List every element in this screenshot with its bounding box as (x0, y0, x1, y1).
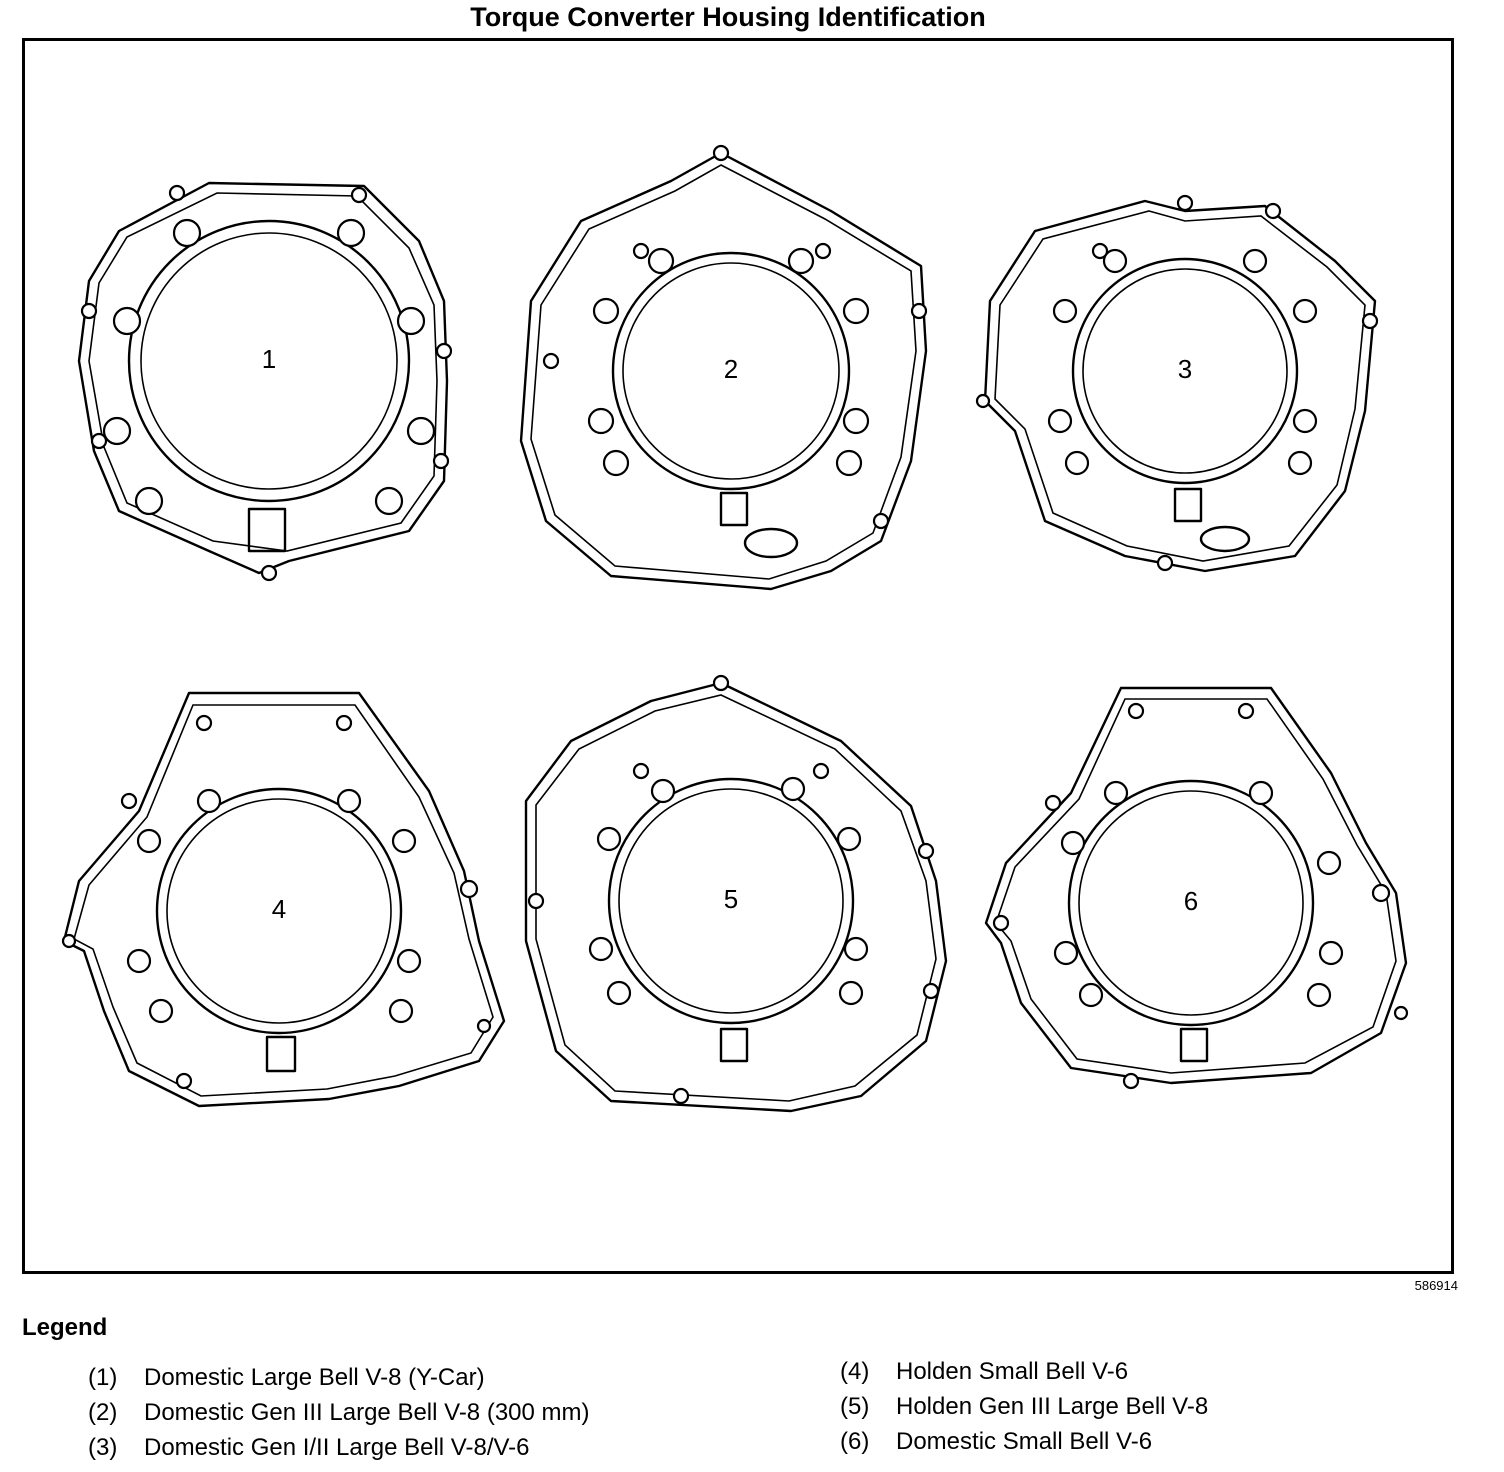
housing-1-label: 1 (261, 343, 277, 374)
legend-item-2-number: (2) (88, 1399, 118, 1426)
legend-item-1 (88, 1364, 485, 1392)
figure-id: 586914 (1414, 1278, 1458, 1293)
housing-2 (521, 146, 926, 589)
housing-3-label: 3 (1177, 353, 1193, 384)
legend-item-5 (840, 1393, 1208, 1421)
illustration-frame (22, 38, 1454, 1274)
legend-item-5-number: (5) (840, 1393, 870, 1420)
diagram-title: Torque Converter Housing Identification (470, 2, 986, 32)
legend-item-3-number: (3) (88, 1434, 118, 1461)
legend-item-1-number: (1) (88, 1364, 118, 1391)
housing-1 (79, 183, 451, 580)
legend-item-2 (88, 1399, 590, 1427)
housing-2-label: 2 (723, 353, 739, 384)
housing-5 (526, 676, 946, 1111)
legend-title: Legend (22, 1314, 108, 1341)
legend-item-2-text: Domestic Gen III Large Bell V-8 (300 mm) (144, 1399, 590, 1426)
housing-3 (977, 196, 1377, 571)
legend-item-6 (840, 1428, 1152, 1456)
housing-5-label: 5 (723, 883, 739, 914)
legend-item-1-text: Domestic Large Bell V-8 (Y-Car) (144, 1364, 485, 1391)
legend-item-3-text: Domestic Gen I/II Large Bell V-8/V-6 (144, 1434, 530, 1461)
housing-4 (63, 693, 504, 1106)
legend-item-3 (88, 1434, 530, 1462)
housing-6-label: 6 (1183, 885, 1199, 916)
housing-illustrations (25, 41, 1451, 1271)
legend-item-4-text: Holden Small Bell V-6 (896, 1358, 1129, 1385)
legend-item-6-text: Domestic Small Bell V-6 (896, 1428, 1153, 1455)
legend-item-6-number: (6) (840, 1428, 870, 1455)
legend-item-4 (840, 1358, 1128, 1386)
housing-4-label: 4 (271, 893, 287, 924)
housing-6 (986, 688, 1407, 1088)
legend-item-4-number: (4) (840, 1358, 870, 1385)
legend-item-5-text: Holden Gen III Large Bell V-8 (896, 1393, 1209, 1420)
